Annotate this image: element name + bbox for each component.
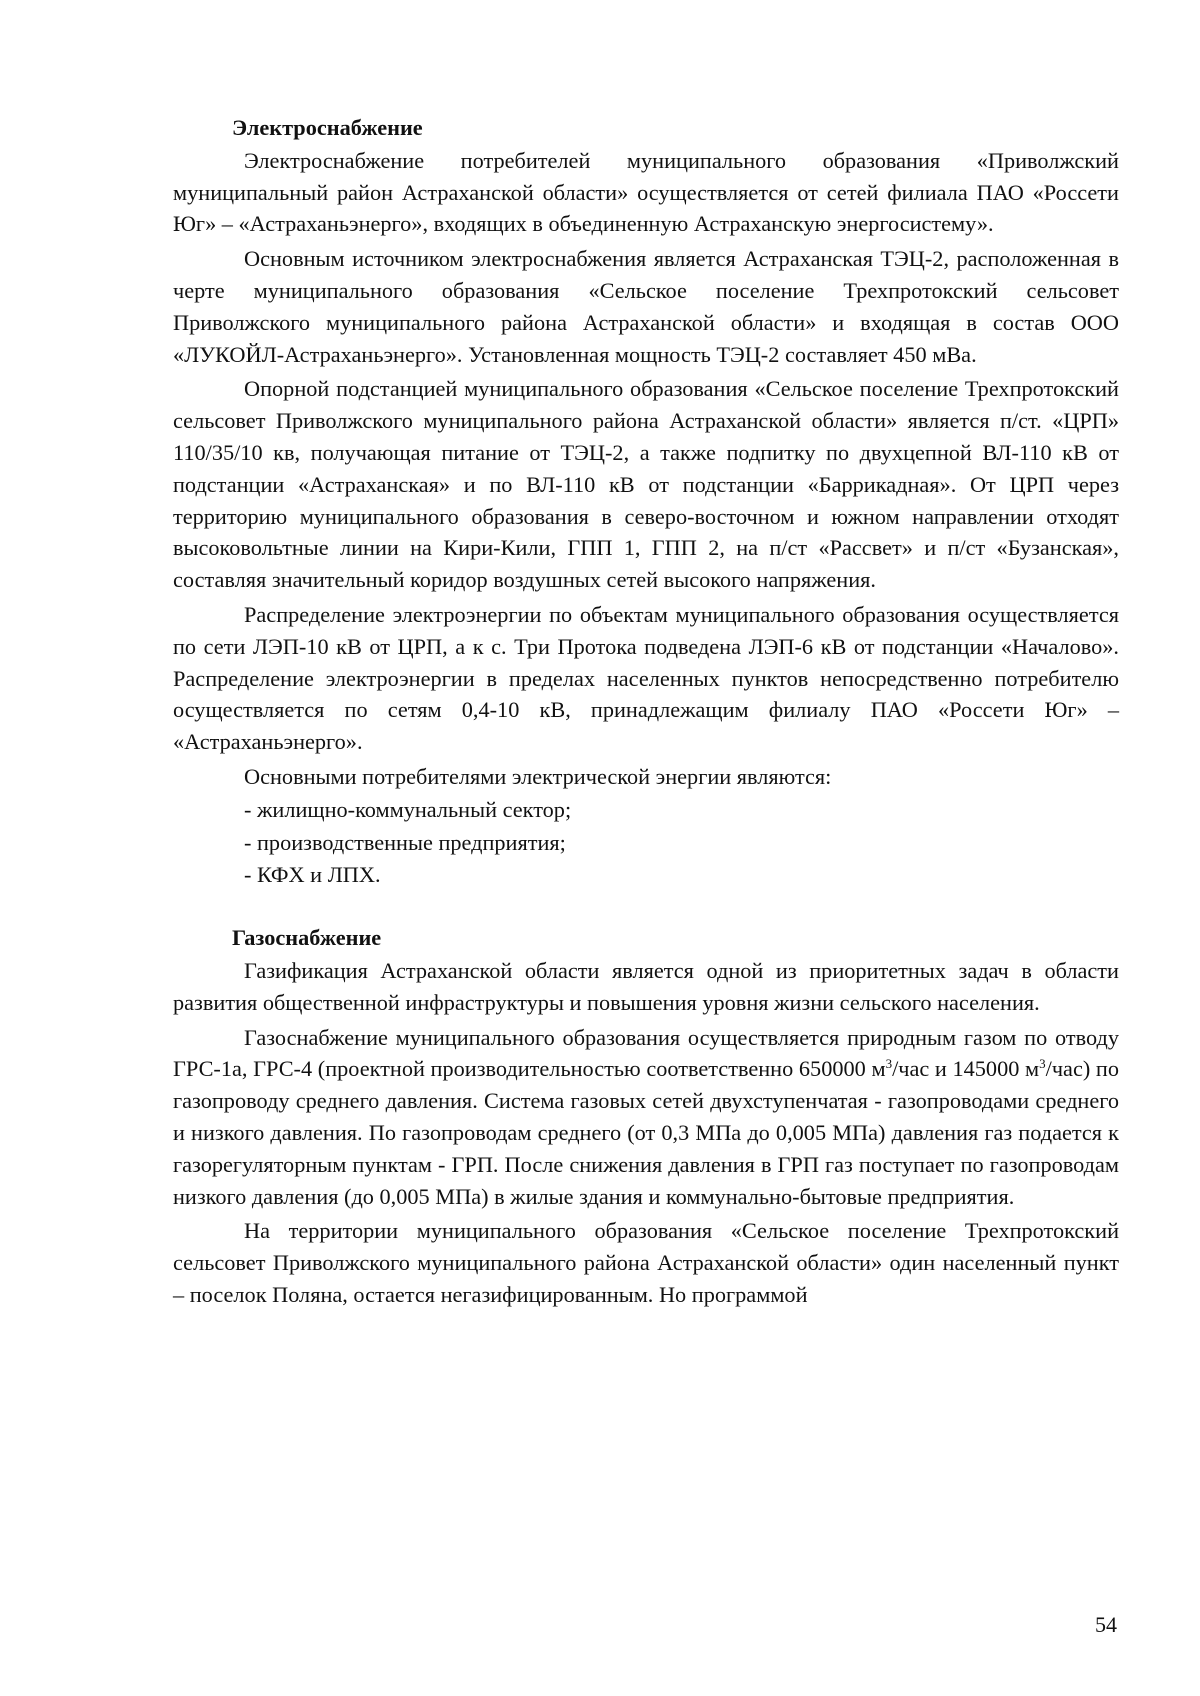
paragraph: Основными потребителями электрической энергии являются: [244, 763, 832, 789]
page-number: 54 [1095, 1612, 1117, 1637]
paragraph: Газификация Астраханской области является одной из приоритетных задач в области развития общественной инфраструктуры и повышения уровня жизни сельского населения. [173, 957, 1119, 1015]
paragraph-text: Газоснабжение муниципального образования осуществляется природным газом по отводу ГРС-1а, ГРС-4 (проектной производительностью соответственно 650000 м [173, 1024, 1119, 1082]
list-item: - производственные предприятия; [244, 829, 566, 855]
section-heading-gas: Газоснабжение [232, 925, 382, 951]
list-item: - КФХ и ЛПХ. [244, 862, 381, 888]
superscript: 3 [885, 1056, 893, 1072]
paragraph [173, 1022, 1119, 1213]
superscript: 3 [1039, 1056, 1046, 1072]
paragraph: На территории муниципального образования «Сельское поселение Трехпротокский сельсовет Приволжского муниципального района Астраханской области» один населенный пункт – поселок Поляна, остается негазифицированным. Но программой [173, 1218, 1119, 1307]
paragraph: Распределение электроэнергии по объектам муниципального образования осуществляется по сети ЛЭП-10 кВ от ЦРП, а к с. Три Протока подведена ЛЭП-6 кВ от подстанции «Началово». Распределение электроэнергии в пределах населенных пунктов непосредственно потребителю осуществляется по сетям 0,4-10 кВ, принадлежащим филиалу ПАО «Россети Юг» – «Астраханьэнерго». [173, 601, 1119, 755]
list-item: - жилищно-коммунальный сектор; [244, 796, 572, 822]
paragraph-text: /час) по газопроводу среднего давления. Система газовых сетей двухступенчатая - газопроводами среднего и низкого давления. По газопроводам среднего (от 0,3 МПа до 0,005 МПа) давления газ подается к газорегуляторным пунктам - ГРП. После снижения давления в ГРП газ поступает по газопроводам низкого давления (до 0,005 МПа) в жилые здания и коммунально-бытовые предприятия. [173, 1056, 1119, 1209]
page-content [173, 112, 1119, 1314]
section-heading-electricity: Электроснабжение [232, 115, 423, 140]
paragraph: Основным источником электроснабжения является Астраханская ТЭЦ-2, расположенная в черте муниципального образования «Сельское поселение Трехпротокский сельсовет Приволжского муниципального района Астраханской области» и входящая в состав ООО «ЛУКОЙЛ-Астраханьэнерго». Установленная мощность ТЭЦ-2 составляет 450 мВа. [173, 246, 1119, 367]
paragraph-text: /час и 145000 м [892, 1056, 1040, 1082]
paragraph: Электроснабжение потребителей муниципального образования «Приволжский муниципальный район Астраханской области» осуществляется от сетей филиала ПАО «Россети Юг» – «Астраханьэнерго», входящих в объединенную Астраханскую энергосистему». [173, 147, 1119, 237]
paragraph: Опорной подстанцией муниципального образования «Сельское поселение Трехпротокский сельсовет Приволжского муниципального района Астраханской области» является п/ст. «ЦРП» 110/35/10 кв, получающая питание от ТЭЦ-2, а также подпитку по двухцепной ВЛ-110 кВ от подстанции «Астраханская» и по ВЛ-110 кВ от подстанции «Баррикадная». От ЦРП через территорию муниципального образования в северо-восточном и южном направлении отходят высоковольтные линии на Кири-Кили, ГПП 1, ГПП 2, на п/ст «Рассвет» и п/ст «Бузанская», составляя значительный коридор воздушных сетей высокого напряжения. [173, 376, 1119, 593]
